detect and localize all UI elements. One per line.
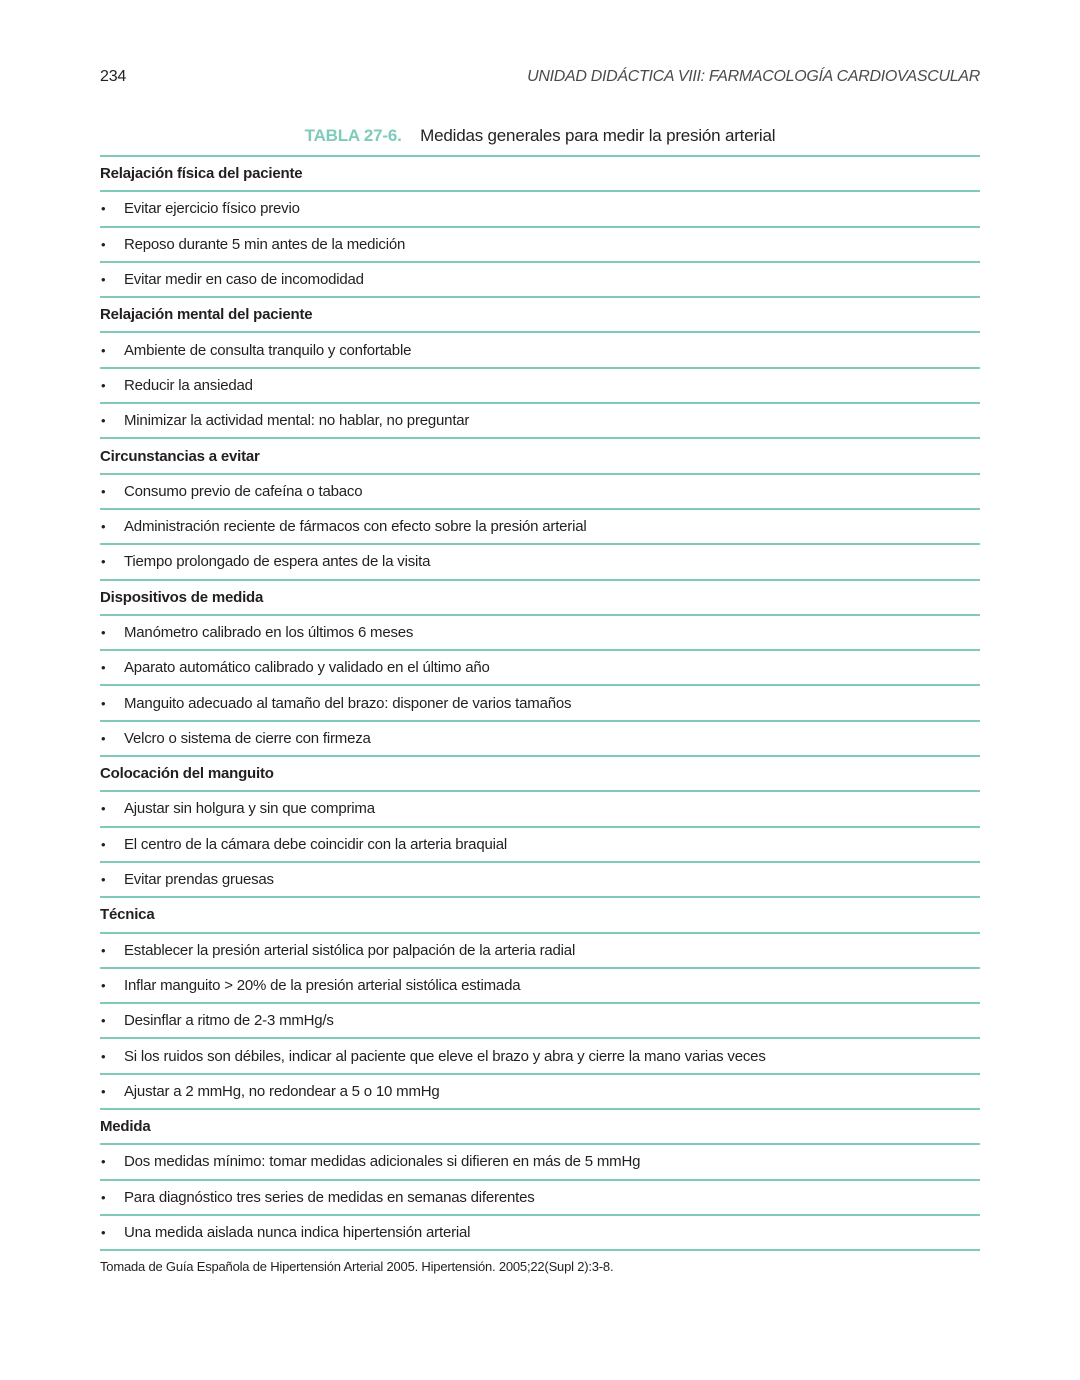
table-label: TABLA 27-6. bbox=[304, 126, 402, 145]
list-item-text: Para diagnóstico tres series de medidas en semanas diferentes bbox=[124, 1188, 535, 1206]
bullet-icon: • bbox=[101, 519, 106, 535]
list-item-text: Ajustar sin holgura y sin que comprima bbox=[124, 800, 375, 818]
bullet-icon: • bbox=[101, 377, 106, 393]
list-item-text: Establecer la presión arterial sistólica por palpación de la arteria radial bbox=[124, 941, 576, 959]
list-item-text: Administración reciente de fármacos con efecto sobre la presión arterial bbox=[124, 518, 587, 536]
list-item bbox=[100, 228, 980, 263]
list-item bbox=[100, 1004, 980, 1039]
bullet-icon: • bbox=[101, 342, 106, 358]
bullet-icon: • bbox=[101, 201, 106, 217]
list-item bbox=[100, 1216, 980, 1251]
bullet-icon: • bbox=[101, 801, 106, 817]
bullet-icon: • bbox=[101, 660, 106, 676]
list-item bbox=[100, 934, 980, 969]
list-item bbox=[100, 192, 980, 227]
section-heading bbox=[100, 439, 980, 474]
list-item-text: Manguito adecuado al tamaño del brazo: disponer de varios tamaños bbox=[124, 694, 572, 712]
bullet-icon: • bbox=[101, 872, 106, 888]
list-item bbox=[100, 1039, 980, 1074]
section-heading bbox=[100, 898, 980, 933]
bullet-icon: • bbox=[101, 483, 106, 499]
section-heading-text: Técnica bbox=[100, 906, 155, 924]
bullet-icon: • bbox=[101, 1189, 106, 1205]
list-item-text: Reducir la ansiedad bbox=[124, 376, 253, 394]
section-heading bbox=[100, 298, 980, 333]
bullet-icon: • bbox=[101, 1048, 106, 1064]
bullet-icon: • bbox=[101, 695, 106, 711]
bullet-icon: • bbox=[101, 1013, 106, 1029]
bullet-icon: • bbox=[101, 730, 106, 746]
list-item-text: Aparato automático calibrado y validado en el último año bbox=[124, 659, 490, 677]
section-heading-text: Medida bbox=[100, 1118, 151, 1136]
bullet-icon: • bbox=[101, 977, 106, 993]
list-item bbox=[100, 333, 980, 368]
section-heading-text: Relajación física del paciente bbox=[100, 165, 303, 183]
section-heading-text: Relajación mental del paciente bbox=[100, 306, 313, 324]
list-item bbox=[100, 1181, 980, 1216]
list-item-text: Ajustar a 2 mmHg, no redondear a 5 o 10 mmHg bbox=[124, 1082, 440, 1100]
list-item bbox=[100, 510, 980, 545]
list-item bbox=[100, 792, 980, 827]
list-item-text: Dos medidas mínimo: tomar medidas adicionales si difieren en más de 5 mmHg bbox=[124, 1153, 641, 1171]
bullet-icon: • bbox=[101, 1154, 106, 1170]
list-item bbox=[100, 369, 980, 404]
bullet-icon: • bbox=[101, 554, 106, 570]
list-item bbox=[100, 616, 980, 651]
list-item bbox=[100, 1075, 980, 1110]
list-item-text: Velcro o sistema de cierre con firmeza bbox=[124, 729, 371, 747]
list-item-text: Evitar medir en caso de incomodidad bbox=[124, 271, 364, 289]
list-item bbox=[100, 722, 980, 757]
list-item bbox=[100, 863, 980, 898]
list-item-text: Minimizar la actividad mental: no hablar, no preguntar bbox=[124, 412, 470, 430]
list-item-text: Si los ruidos son débiles, indicar al paciente que eleve el brazo y abra y cierre la mano varias veces bbox=[124, 1047, 766, 1065]
bullet-icon: • bbox=[101, 1083, 106, 1099]
list-item bbox=[100, 651, 980, 686]
list-item bbox=[100, 545, 980, 580]
list-item-text: Desinflar a ritmo de 2-3 mmHg/s bbox=[124, 1012, 334, 1030]
section-heading bbox=[100, 757, 980, 792]
section-heading-text: Circunstancias a evitar bbox=[100, 447, 260, 465]
page-number: 234 bbox=[100, 68, 127, 85]
bullet-icon: • bbox=[101, 836, 106, 852]
list-item bbox=[100, 475, 980, 510]
list-item-text: Reposo durante 5 min antes de la medición bbox=[124, 235, 406, 253]
section-heading bbox=[100, 1110, 980, 1145]
bullet-icon: • bbox=[101, 942, 106, 958]
bullet-icon: • bbox=[101, 236, 106, 252]
list-item bbox=[100, 686, 980, 721]
list-item bbox=[100, 404, 980, 439]
table-title: Medidas generales para medir la presión arterial bbox=[420, 126, 776, 145]
list-item bbox=[100, 969, 980, 1004]
table-caption bbox=[0, 126, 1080, 146]
list-item bbox=[100, 1145, 980, 1180]
section-heading bbox=[100, 581, 980, 616]
bullet-icon: • bbox=[101, 413, 106, 429]
section-heading-text: Dispositivos de medida bbox=[100, 588, 264, 606]
list-item-text: Evitar prendas gruesas bbox=[124, 871, 274, 889]
running-header: UNIDAD DIDÁCTICA VIII: FARMACOLOGÍA CARDIOVASCULAR bbox=[527, 68, 980, 85]
bullet-icon: • bbox=[101, 1225, 106, 1241]
section-heading bbox=[100, 157, 980, 192]
list-item bbox=[100, 828, 980, 863]
list-item-text: Una medida aislada nunca indica hipertensión arterial bbox=[124, 1224, 471, 1242]
list-item-text: Tiempo prolongado de espera antes de la visita bbox=[124, 553, 431, 571]
list-item-text: El centro de la cámara debe coincidir con la arteria braquial bbox=[124, 835, 508, 853]
list-item bbox=[100, 263, 980, 298]
list-item-text: Evitar ejercicio físico previo bbox=[124, 200, 300, 218]
section-heading-text: Colocación del manguito bbox=[100, 765, 274, 783]
list-item-text: Consumo previo de cafeína o tabaco bbox=[124, 482, 363, 500]
bullet-icon: • bbox=[101, 272, 106, 288]
list-item-text: Ambiente de consulta tranquilo y confortable bbox=[124, 341, 412, 359]
list-item-text: Inflar manguito > 20% de la presión arterial sistólica estimada bbox=[124, 976, 521, 994]
list-item-text: Manómetro calibrado en los últimos 6 meses bbox=[124, 624, 414, 641]
bullet-icon: • bbox=[101, 625, 106, 640]
table-footnote: Tomada de Guía Española de Hipertensión Arterial 2005. Hipertensión. 2005;22(Supl 2):3-8. bbox=[100, 1259, 614, 1274]
data-table bbox=[100, 155, 980, 1251]
